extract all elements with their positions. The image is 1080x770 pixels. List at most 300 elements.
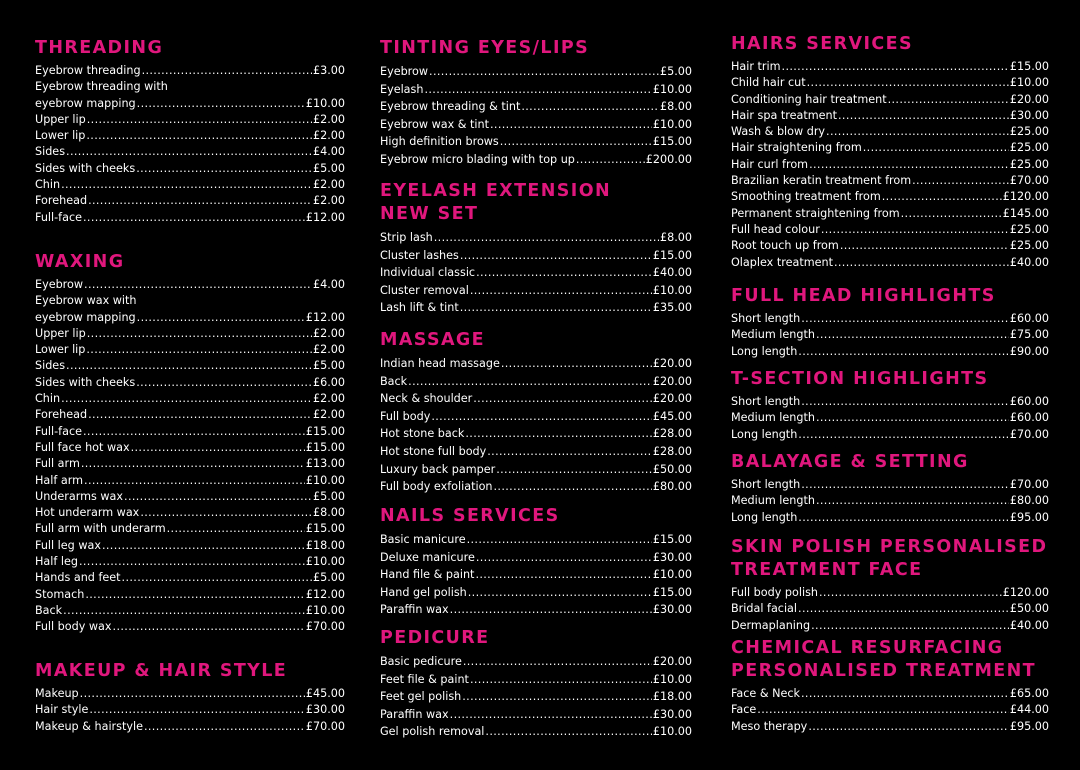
price-row bbox=[35, 554, 345, 570]
price-row bbox=[380, 63, 692, 81]
dot-leader bbox=[798, 510, 1009, 526]
price-row bbox=[731, 410, 1049, 426]
service-name: Feet file & paint bbox=[380, 672, 469, 686]
dot-leader bbox=[136, 375, 312, 391]
price-row bbox=[35, 277, 345, 293]
service-name: Olaplex treatment bbox=[731, 255, 833, 269]
service-price: £15.00 bbox=[652, 533, 692, 546]
service-price: £70.00 bbox=[305, 620, 345, 634]
dot-leader bbox=[86, 342, 312, 358]
section-heading: CHEMICAL RESURFACING bbox=[731, 638, 1004, 658]
section-heading: BALAYAGE & SETTING bbox=[731, 452, 969, 472]
service-price: £10.00 bbox=[652, 82, 692, 96]
dot-leader bbox=[816, 493, 1009, 509]
service-price: £50.00 bbox=[1009, 602, 1049, 616]
price-row bbox=[35, 473, 345, 489]
price-row bbox=[35, 342, 345, 358]
service-name: Long length bbox=[731, 510, 798, 524]
service-name: Hair straightening from bbox=[731, 141, 862, 155]
dot-leader bbox=[467, 531, 652, 549]
service-price: £15.00 bbox=[1009, 60, 1049, 73]
price-row bbox=[731, 311, 1049, 327]
service-name: Permanent straightening from bbox=[731, 206, 900, 220]
dot-leader bbox=[122, 570, 312, 586]
dot-leader bbox=[434, 229, 659, 247]
price-row bbox=[380, 355, 692, 373]
service-name: Lower lip bbox=[35, 343, 86, 357]
service-price: £3.00 bbox=[312, 64, 345, 77]
service-name: Basic manicure bbox=[380, 533, 466, 546]
price-row bbox=[380, 116, 692, 134]
service-name: eyebrow mapping bbox=[35, 96, 136, 110]
service-name: Eyebrow wax with bbox=[35, 294, 137, 308]
service-name: Full head colour bbox=[731, 222, 820, 236]
dot-leader bbox=[88, 193, 312, 209]
service-price: £45.00 bbox=[652, 409, 692, 423]
service-name: Brazilian keratin treatment from bbox=[731, 174, 912, 188]
price-row bbox=[380, 81, 692, 99]
price-list bbox=[380, 355, 692, 496]
price-row bbox=[731, 108, 1049, 124]
price-row bbox=[35, 193, 345, 209]
dot-leader bbox=[801, 311, 1009, 327]
price-row bbox=[35, 210, 345, 226]
section-heading: T-SECTION HIGHLIGHTS bbox=[731, 369, 989, 389]
price-row bbox=[731, 702, 1049, 718]
price-row bbox=[380, 531, 692, 549]
price-row bbox=[731, 157, 1049, 173]
dot-leader bbox=[136, 161, 312, 177]
service-name: Half leg bbox=[35, 555, 78, 569]
service-price: £120.00 bbox=[1002, 586, 1049, 599]
dot-leader bbox=[490, 116, 652, 134]
dot-leader bbox=[757, 702, 1009, 718]
service-name: Back bbox=[35, 603, 63, 617]
dot-leader bbox=[816, 410, 1009, 426]
dot-leader bbox=[87, 112, 312, 128]
price-row bbox=[731, 601, 1049, 617]
service-name: Medium length bbox=[731, 411, 815, 425]
price-list bbox=[380, 229, 692, 317]
service-name: Eyebrow bbox=[380, 65, 429, 78]
service-price: £10.00 bbox=[305, 473, 345, 487]
service-name: Back bbox=[380, 374, 408, 388]
service-name: Root touch up from bbox=[731, 239, 839, 253]
service-price: £25.00 bbox=[1009, 222, 1049, 236]
price-row bbox=[380, 723, 692, 741]
price-row bbox=[35, 293, 345, 309]
dot-leader bbox=[61, 177, 312, 193]
dot-leader bbox=[66, 358, 312, 374]
price-row bbox=[731, 173, 1049, 189]
price-row bbox=[35, 440, 345, 456]
service-name: Full body bbox=[380, 409, 431, 423]
price-row bbox=[731, 427, 1049, 443]
service-price: £70.00 bbox=[1009, 174, 1049, 188]
service-price: £2.00 bbox=[312, 326, 345, 340]
price-list bbox=[380, 653, 692, 741]
section-makeup-hair-style bbox=[35, 660, 345, 735]
service-price: £15.00 bbox=[652, 248, 692, 262]
price-row bbox=[380, 461, 692, 479]
section-heading: MASSAGE bbox=[380, 330, 486, 350]
dot-leader bbox=[424, 81, 651, 99]
service-price: £10.00 bbox=[305, 96, 345, 110]
service-name: Full body polish bbox=[731, 586, 818, 599]
price-row bbox=[380, 282, 692, 300]
price-row bbox=[35, 719, 345, 735]
service-price: £40.00 bbox=[1009, 255, 1049, 269]
service-name: Full arm with underarm bbox=[35, 522, 166, 536]
dot-leader bbox=[476, 264, 652, 282]
dot-leader bbox=[462, 688, 652, 706]
dot-leader bbox=[811, 618, 1009, 634]
dot-leader bbox=[798, 427, 1009, 443]
dot-leader bbox=[487, 443, 652, 461]
service-price: £5.00 bbox=[312, 359, 345, 373]
dot-leader bbox=[468, 584, 652, 602]
price-row bbox=[380, 408, 692, 426]
dot-leader bbox=[79, 554, 305, 570]
service-price: £45.00 bbox=[305, 687, 345, 700]
section-chemical-resurfacing bbox=[731, 637, 1049, 735]
dot-leader bbox=[450, 601, 652, 619]
dot-leader bbox=[494, 478, 652, 496]
section-t-section-highlights bbox=[731, 368, 1049, 443]
service-name: Makeup & hairstyle bbox=[35, 719, 143, 733]
dot-leader bbox=[500, 133, 652, 151]
service-name: Lower lip bbox=[35, 129, 86, 143]
price-row bbox=[380, 478, 692, 496]
dot-leader bbox=[470, 671, 652, 689]
dot-leader bbox=[84, 473, 305, 489]
price-list bbox=[731, 59, 1049, 271]
dot-leader bbox=[798, 601, 1009, 617]
price-row bbox=[731, 719, 1049, 735]
service-price: £200.00 bbox=[645, 152, 692, 166]
service-price: £70.00 bbox=[305, 719, 345, 733]
service-name: Upper lip bbox=[35, 326, 86, 340]
price-list bbox=[35, 686, 345, 735]
service-price: £145.00 bbox=[1002, 206, 1049, 220]
dot-leader bbox=[807, 75, 1009, 91]
service-price: £12.00 bbox=[305, 587, 345, 601]
service-price: £12.00 bbox=[305, 210, 345, 224]
service-price: £75.00 bbox=[1009, 328, 1049, 342]
service-price: £13.00 bbox=[305, 457, 345, 471]
service-name: Full arm bbox=[35, 457, 80, 471]
price-list bbox=[731, 686, 1049, 735]
price-row bbox=[35, 96, 345, 112]
price-row bbox=[35, 424, 345, 440]
price-list bbox=[731, 585, 1049, 634]
service-name: Forehead bbox=[35, 408, 88, 422]
dot-leader bbox=[460, 299, 652, 317]
service-price: £2.00 bbox=[312, 178, 345, 192]
section-heading: NAILS SERVICES bbox=[380, 506, 560, 526]
price-row bbox=[380, 584, 692, 602]
dot-leader bbox=[85, 587, 305, 603]
service-name: Gel polish removal bbox=[380, 725, 485, 739]
price-row bbox=[35, 375, 345, 391]
section-eyelash-extension bbox=[380, 180, 692, 317]
service-price: £10.00 bbox=[652, 672, 692, 686]
section-full-head-highlights bbox=[731, 285, 1049, 360]
section-pedicure bbox=[380, 627, 692, 741]
dot-leader bbox=[826, 124, 1009, 140]
section-heading: THREADING bbox=[35, 38, 164, 58]
service-name: Upper lip bbox=[35, 112, 86, 126]
service-name: Full face hot wax bbox=[35, 440, 130, 454]
service-price: £5.00 bbox=[659, 65, 692, 78]
service-name: Basic pedicure bbox=[380, 655, 462, 668]
service-name: eyebrow mapping bbox=[35, 310, 136, 324]
price-row bbox=[380, 443, 692, 461]
price-row bbox=[35, 505, 345, 521]
service-price: £30.00 bbox=[652, 707, 692, 721]
price-row bbox=[731, 477, 1049, 493]
dot-leader bbox=[834, 255, 1009, 271]
price-row bbox=[35, 489, 345, 505]
price-row bbox=[380, 601, 692, 619]
service-name: Paraffin wax bbox=[380, 707, 449, 721]
dot-leader bbox=[470, 282, 652, 300]
service-name: Eyebrow bbox=[35, 278, 84, 291]
price-row bbox=[731, 92, 1049, 108]
price-row bbox=[731, 75, 1049, 91]
service-price: £2.00 bbox=[312, 129, 345, 143]
price-row bbox=[380, 653, 692, 671]
service-price: £8.00 bbox=[659, 231, 692, 244]
dot-leader bbox=[863, 140, 1009, 156]
dot-leader bbox=[816, 327, 1009, 343]
price-row bbox=[731, 59, 1049, 75]
service-price: £4.00 bbox=[312, 145, 345, 159]
dot-leader bbox=[576, 151, 645, 169]
section-heading: MAKEUP & HAIR STYLE bbox=[35, 661, 288, 681]
dot-leader bbox=[501, 355, 652, 373]
price-row bbox=[35, 603, 345, 619]
price-row bbox=[380, 98, 692, 116]
dot-leader bbox=[475, 566, 651, 584]
dot-leader bbox=[429, 63, 659, 81]
dot-leader bbox=[819, 585, 1002, 601]
dot-leader bbox=[142, 63, 312, 79]
service-price: £8.00 bbox=[312, 506, 345, 520]
section-heading: WAXING bbox=[35, 252, 125, 272]
service-price: £10.00 bbox=[1009, 76, 1049, 90]
dot-leader bbox=[460, 247, 652, 265]
service-price: £40.00 bbox=[1009, 618, 1049, 632]
service-name: Makeup bbox=[35, 687, 79, 700]
section-skin-polish bbox=[731, 536, 1049, 634]
service-name: Full-face bbox=[35, 210, 82, 224]
section-heading-line-2: PERSONALISED TREATMENT bbox=[731, 661, 1037, 681]
price-row bbox=[731, 206, 1049, 222]
price-row bbox=[35, 112, 345, 128]
service-name: Face & Neck bbox=[731, 687, 801, 700]
price-row bbox=[35, 326, 345, 342]
service-price: £15.00 bbox=[305, 424, 345, 438]
dot-leader bbox=[80, 686, 305, 702]
service-name: Sides with cheeks bbox=[35, 161, 136, 175]
price-row bbox=[731, 585, 1049, 601]
dot-leader bbox=[89, 702, 304, 718]
price-row bbox=[35, 161, 345, 177]
dot-leader bbox=[66, 144, 312, 160]
service-price: £10.00 bbox=[305, 603, 345, 617]
service-price: £12.00 bbox=[305, 310, 345, 324]
price-row bbox=[380, 566, 692, 584]
service-price: £20.00 bbox=[652, 374, 692, 388]
service-name: Hair style bbox=[35, 703, 89, 717]
price-row bbox=[35, 310, 345, 326]
section-heading: EYELASH EXTENSION bbox=[380, 181, 612, 201]
service-name: Hair curl from bbox=[731, 157, 809, 171]
price-list bbox=[380, 531, 692, 619]
dot-leader bbox=[167, 521, 305, 537]
service-price: £5.00 bbox=[312, 489, 345, 503]
service-price: £2.00 bbox=[312, 392, 345, 406]
price-row bbox=[35, 456, 345, 472]
price-row bbox=[380, 688, 692, 706]
price-row bbox=[35, 391, 345, 407]
price-row bbox=[380, 264, 692, 282]
service-price: £95.00 bbox=[1009, 719, 1049, 733]
service-name: Conditioning hair treatment bbox=[731, 92, 887, 106]
service-name: Full leg wax bbox=[35, 538, 101, 552]
price-row bbox=[35, 63, 345, 79]
section-tinting-eyes-lips bbox=[380, 37, 692, 169]
dot-leader bbox=[901, 206, 1002, 222]
service-price: £95.00 bbox=[1009, 510, 1049, 524]
price-row bbox=[380, 229, 692, 247]
service-price: £18.00 bbox=[652, 690, 692, 704]
service-price: £18.00 bbox=[305, 538, 345, 552]
service-price: £20.00 bbox=[652, 357, 692, 370]
service-name: Face bbox=[731, 703, 757, 717]
service-price: £80.00 bbox=[1009, 494, 1049, 508]
service-price: £40.00 bbox=[652, 266, 692, 280]
service-name: Chin bbox=[35, 392, 61, 406]
service-name: Individual classic bbox=[380, 266, 476, 280]
price-row bbox=[731, 394, 1049, 410]
service-price: £60.00 bbox=[1009, 411, 1049, 425]
service-name: Underarms wax bbox=[35, 489, 124, 503]
service-name: Half arm bbox=[35, 473, 84, 487]
service-price: £15.00 bbox=[305, 440, 345, 454]
price-list bbox=[731, 394, 1049, 443]
dot-leader bbox=[63, 603, 305, 619]
dot-leader bbox=[137, 96, 305, 112]
dot-leader bbox=[801, 686, 1009, 702]
dot-leader bbox=[102, 538, 305, 554]
service-name: High definition brows bbox=[380, 135, 499, 149]
service-price: £80.00 bbox=[652, 480, 692, 494]
service-price: £25.00 bbox=[1009, 239, 1049, 253]
service-price: £8.00 bbox=[659, 100, 692, 114]
price-row bbox=[731, 140, 1049, 156]
price-row bbox=[731, 686, 1049, 702]
service-price: £44.00 bbox=[1009, 703, 1049, 717]
service-name: Forehead bbox=[35, 194, 88, 208]
service-price: £10.00 bbox=[652, 725, 692, 739]
service-name: Medium length bbox=[731, 328, 815, 342]
price-row bbox=[380, 151, 692, 169]
service-price: £35.00 bbox=[652, 301, 692, 315]
dot-leader bbox=[144, 719, 305, 735]
service-price: £2.00 bbox=[312, 194, 345, 208]
price-row bbox=[731, 238, 1049, 254]
dot-leader bbox=[801, 394, 1009, 410]
service-name: Eyebrow threading & tint bbox=[380, 100, 521, 114]
service-name: Long length bbox=[731, 427, 798, 441]
service-name: Hand gel polish bbox=[380, 585, 467, 599]
service-price: £15.00 bbox=[652, 585, 692, 599]
price-row bbox=[731, 255, 1049, 271]
price-row bbox=[35, 538, 345, 554]
service-name: Smoothing treatment from bbox=[731, 190, 881, 204]
dot-leader bbox=[431, 408, 651, 426]
service-name: Eyebrow threading with bbox=[35, 80, 168, 94]
dot-leader bbox=[463, 653, 652, 671]
section-massage bbox=[380, 329, 692, 496]
dot-leader bbox=[140, 505, 312, 521]
price-row bbox=[35, 521, 345, 537]
section-waxing bbox=[35, 251, 345, 636]
dot-leader bbox=[131, 440, 305, 456]
dot-leader bbox=[87, 326, 312, 342]
service-name: Neck & shoulder bbox=[380, 392, 473, 406]
price-row bbox=[731, 189, 1049, 205]
section-heading: PEDICURE bbox=[380, 628, 490, 648]
service-name: Medium length bbox=[731, 494, 815, 508]
price-row bbox=[380, 373, 692, 391]
service-price: £70.00 bbox=[1009, 427, 1049, 441]
service-price: £2.00 bbox=[312, 408, 345, 422]
service-name: Feet gel polish bbox=[380, 690, 462, 704]
service-name: Hands and feet bbox=[35, 571, 121, 585]
price-row bbox=[731, 618, 1049, 634]
dot-leader bbox=[408, 373, 652, 391]
service-name: Deluxe manicure bbox=[380, 550, 475, 564]
service-price: £5.00 bbox=[312, 571, 345, 585]
service-name: Sides bbox=[35, 359, 66, 373]
service-price: £28.00 bbox=[652, 427, 692, 441]
price-row bbox=[380, 671, 692, 689]
price-row bbox=[35, 79, 345, 95]
price-row bbox=[35, 702, 345, 718]
service-price: £20.00 bbox=[652, 655, 692, 668]
service-name: Lash lift & tint bbox=[380, 301, 459, 315]
service-price: £5.00 bbox=[312, 161, 345, 175]
service-price: £15.00 bbox=[652, 135, 692, 149]
service-name: Chin bbox=[35, 178, 61, 192]
dot-leader bbox=[465, 425, 651, 443]
price-row bbox=[35, 358, 345, 374]
dot-leader bbox=[61, 391, 312, 407]
price-row bbox=[380, 299, 692, 317]
dot-leader bbox=[838, 108, 1009, 124]
service-name: Short length bbox=[731, 478, 801, 491]
price-list bbox=[731, 311, 1049, 360]
dot-leader bbox=[798, 344, 1009, 360]
service-name: Short length bbox=[731, 312, 801, 325]
dot-leader bbox=[83, 210, 305, 226]
service-name: Full body exfoliation bbox=[380, 480, 493, 494]
section-threading bbox=[35, 37, 345, 226]
dot-leader bbox=[83, 424, 305, 440]
